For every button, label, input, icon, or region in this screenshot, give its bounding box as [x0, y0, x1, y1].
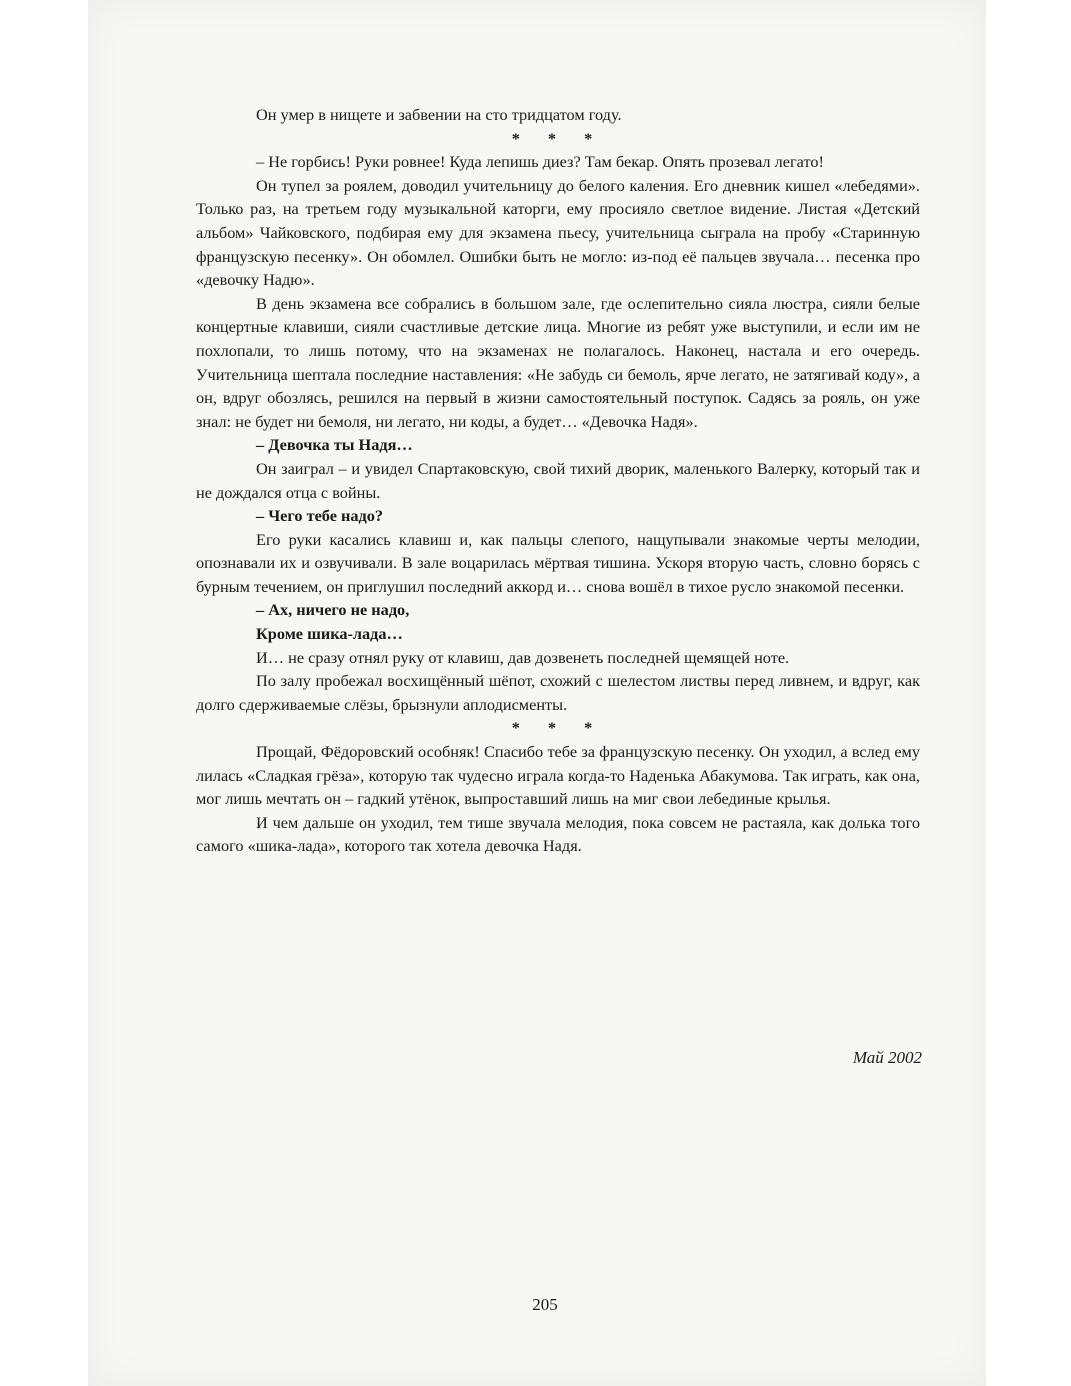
- date-signature: Май 2002: [852, 1048, 922, 1067]
- paragraph: Он тупел за роялем, доводил учительницу до белого каления. Его дневник кишел «лебедями». Только раз, на третьем году музыкальной каторги, ему просияло светлое видение. Листая «Детский альбом» Чайковского, подбирая ему для экзамена пьесу, учительница сыграла на пробу «Старинную французскую песенку». Он обомлел. Ошибки быть не могло: из-под её пальцев звучала… песенка про «девочку Надю».: [196, 175, 920, 290]
- paragraph: И… не сразу отнял руку от клавиш, дав дозвенеть последней щемящей ноте.: [256, 647, 790, 667]
- section-divider: * * *: [511, 128, 605, 148]
- song-line: – Девочка ты Надя…: [256, 435, 413, 455]
- paragraph: – Не горбись! Руки ровнее! Куда лепишь диез? Там бекар. Опять прозевал легато!: [256, 152, 824, 172]
- song-line: – Ах, ничего не надо,: [256, 600, 410, 620]
- paragraph: И чем дальше он уходил, тем тише звучала мелодия, пока совсем не растаяла, как долька того самого «шика-лада», которого так хотела девочка Надя.: [196, 812, 920, 856]
- paragraph: Он умер в нищете и забвении на сто тридцатом году.: [256, 105, 622, 124]
- song-line: Кроме шика-лада…: [256, 624, 403, 644]
- paragraph: В день экзамена все собрались в большом зале, где ослепительно сияла люстра, сияли белые концертные клавиши, сияли счастливые детские лица. Многие из ребят уже выступили, и если им не похлопали, то лишь потому, что на экзаменах не полагалось. Наконец, настала и его очередь. Учительница шептала последние наставления: «Не забудь си бемоль, ярче легато, не затягивай коду», а он, вдруг обозлясь, решился на первый в жизни самостоятельный поступок. Садясь за рояль, он уже знал: не будет ни бемоля, ни легато, ни коды, а будет… «Девочка Надя».: [196, 293, 920, 431]
- page-number: 205: [532, 1295, 558, 1314]
- paragraph: По залу пробежал восхищённый шёпот, схожий с шелестом листвы перед ливнем, и вдруг, как долго сдерживаемые слёзы, брызнули аплодисменты.: [196, 671, 920, 714]
- page-text: [196, 103, 920, 858]
- paragraph: Он заиграл – и увидел Спартаковскую, свой тихий дворик, маленького Валерку, который так и не дождался отца с войны.: [196, 458, 920, 502]
- paragraph: Прощай, Фёдоровский особняк! Спасибо тебе за французскую песенку. Он уходил, а вслед ему лилась «Сладкая грёза», которую так чудесно играла когда-то Наденька Абакумова. Так играть, как она, мог лишь мечтать он – гадкий утёнок, выпроставший лишь на миг свои лебединые крылья.: [196, 742, 920, 809]
- song-line: – Чего тебе надо?: [256, 506, 384, 526]
- paragraph: Его руки касались клавиш и, как пальцы слепого, нащупывали знакомые черты мелодии, опознавали их и озвучивали. В зале воцарилась мёртвая тишина. Ускоря вторую часть, словно борясь с бурным течением, он приглушил последний аккорд и… снова вошёл в тихое русло знакомой песенки.: [196, 529, 920, 596]
- section-divider: * * *: [511, 718, 605, 738]
